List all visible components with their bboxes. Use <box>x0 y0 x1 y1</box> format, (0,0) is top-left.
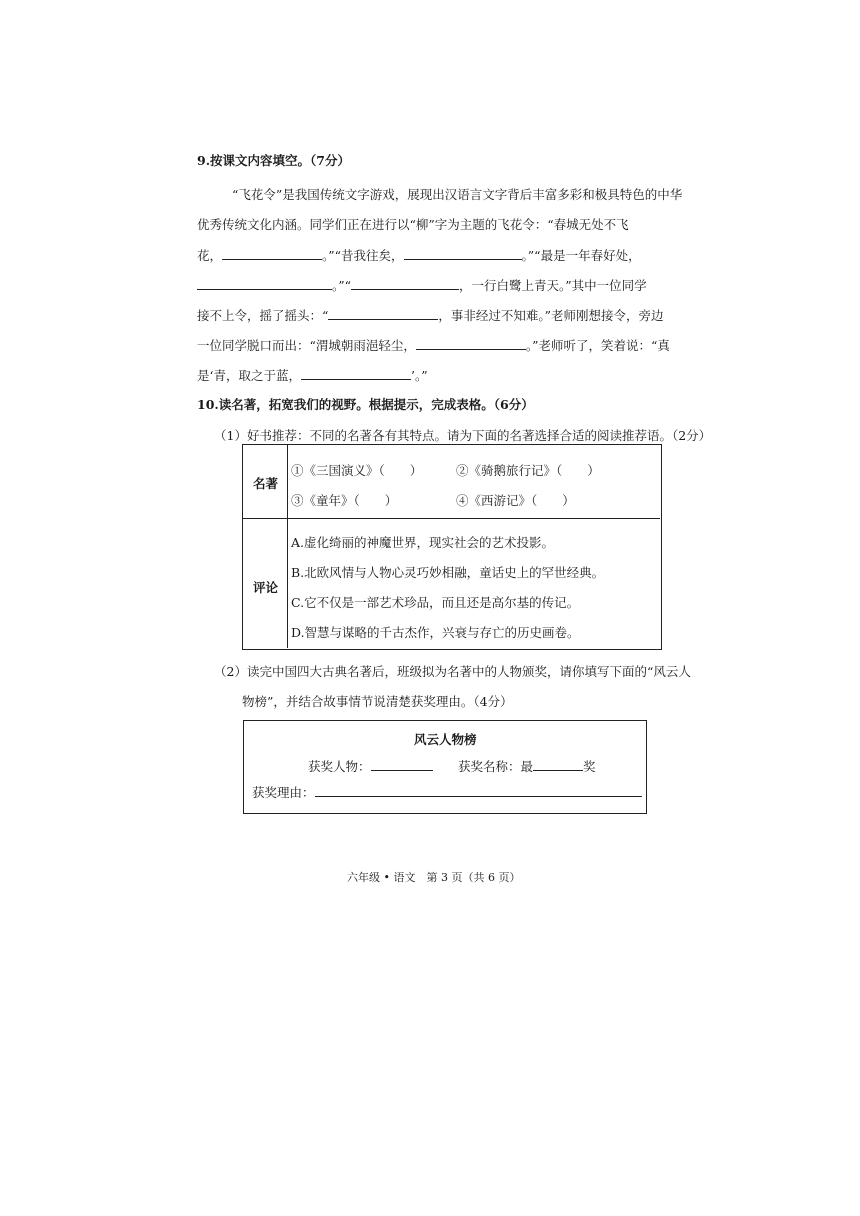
award-box <box>243 720 647 814</box>
q9-text: 。”“昔我往矣， <box>322 248 404 263</box>
fill-blank-6[interactable] <box>416 336 526 350</box>
page-footer: 六年级 • 语文 第 3 页（共 6 页） <box>347 871 521 884</box>
q9-text: 。”“ <box>332 278 352 293</box>
q9-para-line-2: 优秀传统文化内涵。同学们正在进行以“柳”字为主题的飞花令：“春城无处不飞 <box>197 217 629 232</box>
award-reason-row <box>252 783 642 802</box>
comment-b: B.北欧风情与人物心灵巧妙相融，童话史上的罕世经典。 <box>291 565 605 580</box>
comment-d: D.智慧与谋略的千古杰作，兴衰与存亡的历史画卷。 <box>291 625 580 640</box>
fill-blank-1[interactable] <box>222 246 322 260</box>
q9-text: ’。” <box>410 368 428 383</box>
award-name-blank[interactable] <box>533 757 583 771</box>
award-person-row <box>308 757 433 776</box>
book-1: ①《三国演义》（ ） <box>291 463 423 478</box>
q9-text: ，事非经过不知难。”老师刚想接令，旁边 <box>438 308 664 323</box>
fill-blank-7[interactable] <box>301 366 411 380</box>
q10-title: 10.读名著，拓宽我们的视野。根据提示，完成表格。（6分） <box>197 397 534 412</box>
award-reason-blank[interactable] <box>315 783 642 797</box>
award-box-title: 风云人物榜 <box>414 732 477 747</box>
comments-header: 评论 <box>253 580 279 595</box>
q9-text: 一位同学脱口而出：“渭城朝雨浥轻尘， <box>197 338 416 353</box>
fill-blank-3[interactable] <box>197 276 332 290</box>
book-recommendation-table <box>242 444 662 650</box>
q9-text: ，一行白鹭上青天。”其中一位同学 <box>459 278 647 293</box>
book-2: ②《骑鹅旅行记》（ ） <box>456 463 600 478</box>
fill-blank-2[interactable] <box>404 246 522 260</box>
q9-text: 。”老师听了，笑着说：“真 <box>525 338 670 353</box>
award-name-row <box>458 757 596 776</box>
award-reason-label: 获奖理由： <box>252 785 315 800</box>
fill-blank-5[interactable] <box>328 306 438 320</box>
table-row-divider <box>243 518 660 519</box>
award-person-blank[interactable] <box>371 757 433 771</box>
q9-text: 接不上令，摇了摇头：“ <box>197 308 329 323</box>
q9-para-line-3 <box>197 246 641 265</box>
fill-blank-4[interactable] <box>351 276 459 290</box>
q9-para-line-6 <box>197 336 670 355</box>
q9-title: 9.按课文内容填空。（7分） <box>197 153 350 168</box>
q9-para-line-1: “飞花令”是我国传统文字游戏，展现出汉语言文字背后丰富多彩和极具特色的中华 <box>232 187 683 202</box>
table-column-divider <box>287 445 288 648</box>
comment-c: C.它不仅是一部艺术珍品，而且还是高尔基的传记。 <box>291 595 580 610</box>
books-header: 名著 <box>253 476 279 491</box>
award-name-label: 获奖名称：最 <box>458 759 534 774</box>
q10-sub2-line-2: 物榜”，并结合故事情节说清楚获奖理由。（4分） <box>242 694 513 709</box>
comment-a: A.虚化绮丽的神魔世界，现实社会的艺术投影。 <box>291 535 555 550</box>
book-3: ③《童年》（ ） <box>291 493 398 508</box>
q9-text: 花， <box>197 248 223 263</box>
book-4: ④《西游记》（ ） <box>456 493 575 508</box>
q9-para-line-7 <box>197 366 428 385</box>
q10-sub2-line-1: （2）读完中国四大古典名著后，班级拟为名著中的人物颁奖，请你填写下面的“风云人 <box>214 664 691 679</box>
q9-para-line-5 <box>197 306 664 325</box>
q10-sub1: （1）好书推荐：不同的名著各有其特点。请为下面的名著选择合适的阅读推荐语。（2分） <box>214 428 712 443</box>
award-person-label: 获奖人物： <box>308 759 371 774</box>
award-name-suffix: 奖 <box>583 759 596 774</box>
q9-text: 。”“最是一年春好处， <box>521 248 641 263</box>
q9-para-line-4 <box>197 276 647 295</box>
q9-text: 是‘青，取之于蓝， <box>197 368 301 383</box>
